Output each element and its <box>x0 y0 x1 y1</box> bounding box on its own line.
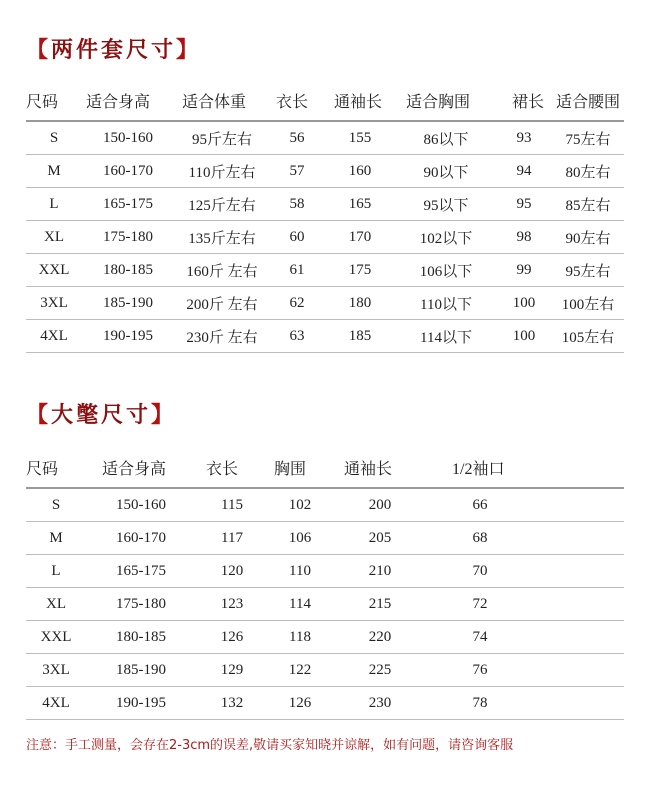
table-cell: 66 <box>428 488 532 522</box>
table-cell: 75左右 <box>552 121 624 155</box>
table-cell: 185 <box>324 320 396 353</box>
table-cell: L <box>26 188 82 221</box>
header-cell: 1/2袖口 <box>428 447 532 488</box>
table-cell: 95以下 <box>396 188 496 221</box>
table-cell: 220 <box>332 621 428 654</box>
section-title-two-piece <box>26 33 201 64</box>
table-cell: 129 <box>196 654 268 687</box>
section-title-cloak <box>26 398 176 429</box>
table-row <box>26 155 624 188</box>
table-cell: XXL <box>26 621 86 654</box>
table-cell: 126 <box>268 687 332 720</box>
table-header-row <box>26 447 624 488</box>
table-cell: 106以下 <box>396 254 496 287</box>
table-cell: 63 <box>270 320 324 353</box>
table-cell: 185-190 <box>82 287 174 320</box>
table-cell: 160 <box>324 155 396 188</box>
header-cell: 通袖长 <box>332 447 428 488</box>
header-cell: 胸围 <box>268 447 332 488</box>
table-cell: 200 <box>332 488 428 522</box>
table-cell: 165-175 <box>86 555 196 588</box>
section-title-text: 两件套尺寸 <box>51 37 177 63</box>
table-cell: 100 <box>496 287 552 320</box>
table-cell: 115 <box>196 488 268 522</box>
header-cell: 尺码 <box>26 447 86 488</box>
table-cell: 100 <box>496 320 552 353</box>
table-cell: 57 <box>270 155 324 188</box>
bracket-left: 【 <box>26 37 52 63</box>
table-cell: XL <box>26 588 86 621</box>
table-cell-empty <box>532 555 624 588</box>
table-cell: 105左右 <box>552 320 624 353</box>
table-cell-empty <box>532 588 624 621</box>
table-cell: 118 <box>268 621 332 654</box>
table-cell: M <box>26 522 86 555</box>
table-cell: 225 <box>332 654 428 687</box>
table-cell: 170 <box>324 221 396 254</box>
table-cell: 86以下 <box>396 121 496 155</box>
header-cell: 适合体重 <box>174 80 270 121</box>
table-cell: 190-195 <box>86 687 196 720</box>
table-cell-empty <box>532 687 624 720</box>
table-cell: 230 <box>332 687 428 720</box>
table-cell: 125斤左右 <box>174 188 270 221</box>
table-cell: 60 <box>270 221 324 254</box>
table-cell: 132 <box>196 687 268 720</box>
table-cell: 165 <box>324 188 396 221</box>
table-row <box>26 488 624 522</box>
table-cell-empty <box>532 522 624 555</box>
table-cell: 150-160 <box>86 488 196 522</box>
table-row <box>26 221 624 254</box>
table-cell: 62 <box>270 287 324 320</box>
table-cell-empty <box>532 654 624 687</box>
table-cell: 85左右 <box>552 188 624 221</box>
header-cell: 裙长 <box>496 80 552 121</box>
table-cell: 4XL <box>26 687 86 720</box>
table-cell: 175-180 <box>82 221 174 254</box>
table-cell: 95 <box>496 188 552 221</box>
table-cell: 3XL <box>26 287 82 320</box>
table-cell: 58 <box>270 188 324 221</box>
table-cell: 180-185 <box>82 254 174 287</box>
table-cell: 72 <box>428 588 532 621</box>
table-cell: 185-190 <box>86 654 196 687</box>
table-cell: 135斤左右 <box>174 221 270 254</box>
table-cell: 200斤 左右 <box>174 287 270 320</box>
table-cell: 110斤左右 <box>174 155 270 188</box>
table-cell: 160斤 左右 <box>174 254 270 287</box>
header-cell: 适合身高 <box>82 80 174 121</box>
table-cell: 114 <box>268 588 332 621</box>
table-cell: 155 <box>324 121 396 155</box>
section-title-text: 大氅尺寸 <box>51 402 152 428</box>
table-row <box>26 555 624 588</box>
table-cell: 80左右 <box>552 155 624 188</box>
table-cell: 175-180 <box>86 588 196 621</box>
header-cell: 适合腰围 <box>552 80 624 121</box>
table-cell: 68 <box>428 522 532 555</box>
table-cell: 61 <box>270 254 324 287</box>
table-cell-empty <box>532 621 624 654</box>
table-cell: 210 <box>332 555 428 588</box>
table-cell: 4XL <box>26 320 82 353</box>
table-row <box>26 254 624 287</box>
two-piece-size-table <box>26 80 624 353</box>
table-cell: 95左右 <box>552 254 624 287</box>
table-cell: 122 <box>268 654 332 687</box>
table-row <box>26 188 624 221</box>
table-cell: 70 <box>428 555 532 588</box>
table-cell: L <box>26 555 86 588</box>
table-cell: 180-185 <box>86 621 196 654</box>
table-cell: 100左右 <box>552 287 624 320</box>
table-cell: 56 <box>270 121 324 155</box>
table-cell: 94 <box>496 155 552 188</box>
table-cell: 102以下 <box>396 221 496 254</box>
measurement-note: 注意：手工测量，会存在2-3cm的误差,敬请买家知晓并谅解，如有问题，请咨询客服 <box>26 738 514 753</box>
table-cell: 3XL <box>26 654 86 687</box>
bracket-right: 】 <box>151 402 177 428</box>
header-cell: 衣长 <box>270 80 324 121</box>
header-cell: 尺码 <box>26 80 82 121</box>
table-row <box>26 121 624 155</box>
table-cell: 95斤左右 <box>174 121 270 155</box>
header-cell: 衣长 <box>196 447 268 488</box>
table-cell: 160-170 <box>86 522 196 555</box>
table-cell: 114以下 <box>396 320 496 353</box>
table-cell: 205 <box>332 522 428 555</box>
table-row <box>26 687 624 720</box>
table-cell: 102 <box>268 488 332 522</box>
bracket-right: 】 <box>176 37 202 63</box>
header-cell-empty <box>532 447 624 488</box>
table-cell: 90以下 <box>396 155 496 188</box>
table-cell: 120 <box>196 555 268 588</box>
table-cell: 150-160 <box>82 121 174 155</box>
table-row <box>26 654 624 687</box>
table-cell: 190-195 <box>82 320 174 353</box>
table-cell: 90左右 <box>552 221 624 254</box>
table-cell: 110 <box>268 555 332 588</box>
table-cell-empty <box>532 488 624 522</box>
table-cell: 175 <box>324 254 396 287</box>
table-cell: 110以下 <box>396 287 496 320</box>
cloak-size-table <box>26 447 624 720</box>
table-cell: S <box>26 488 86 522</box>
table-cell: XL <box>26 221 82 254</box>
table-cell: 126 <box>196 621 268 654</box>
table-row <box>26 522 624 555</box>
table-cell: M <box>26 155 82 188</box>
table-cell: 123 <box>196 588 268 621</box>
table-cell: 106 <box>268 522 332 555</box>
table-row <box>26 621 624 654</box>
table-cell: 98 <box>496 221 552 254</box>
header-cell: 通袖长 <box>324 80 396 121</box>
table-cell: 117 <box>196 522 268 555</box>
table-cell: S <box>26 121 82 155</box>
table-row <box>26 320 624 353</box>
table-cell: 160-170 <box>82 155 174 188</box>
table-cell: 76 <box>428 654 532 687</box>
bracket-left: 【 <box>26 402 52 428</box>
table-row <box>26 588 624 621</box>
table-cell: XXL <box>26 254 82 287</box>
header-cell: 适合身高 <box>86 447 196 488</box>
table-cell: 78 <box>428 687 532 720</box>
table-header-row <box>26 80 624 121</box>
table-cell: 230斤 左右 <box>174 320 270 353</box>
table-cell: 93 <box>496 121 552 155</box>
table-cell: 165-175 <box>82 188 174 221</box>
table-cell: 74 <box>428 621 532 654</box>
table-cell: 180 <box>324 287 396 320</box>
table-cell: 215 <box>332 588 428 621</box>
table-row <box>26 287 624 320</box>
header-cell: 适合胸围 <box>396 80 496 121</box>
table-cell: 99 <box>496 254 552 287</box>
